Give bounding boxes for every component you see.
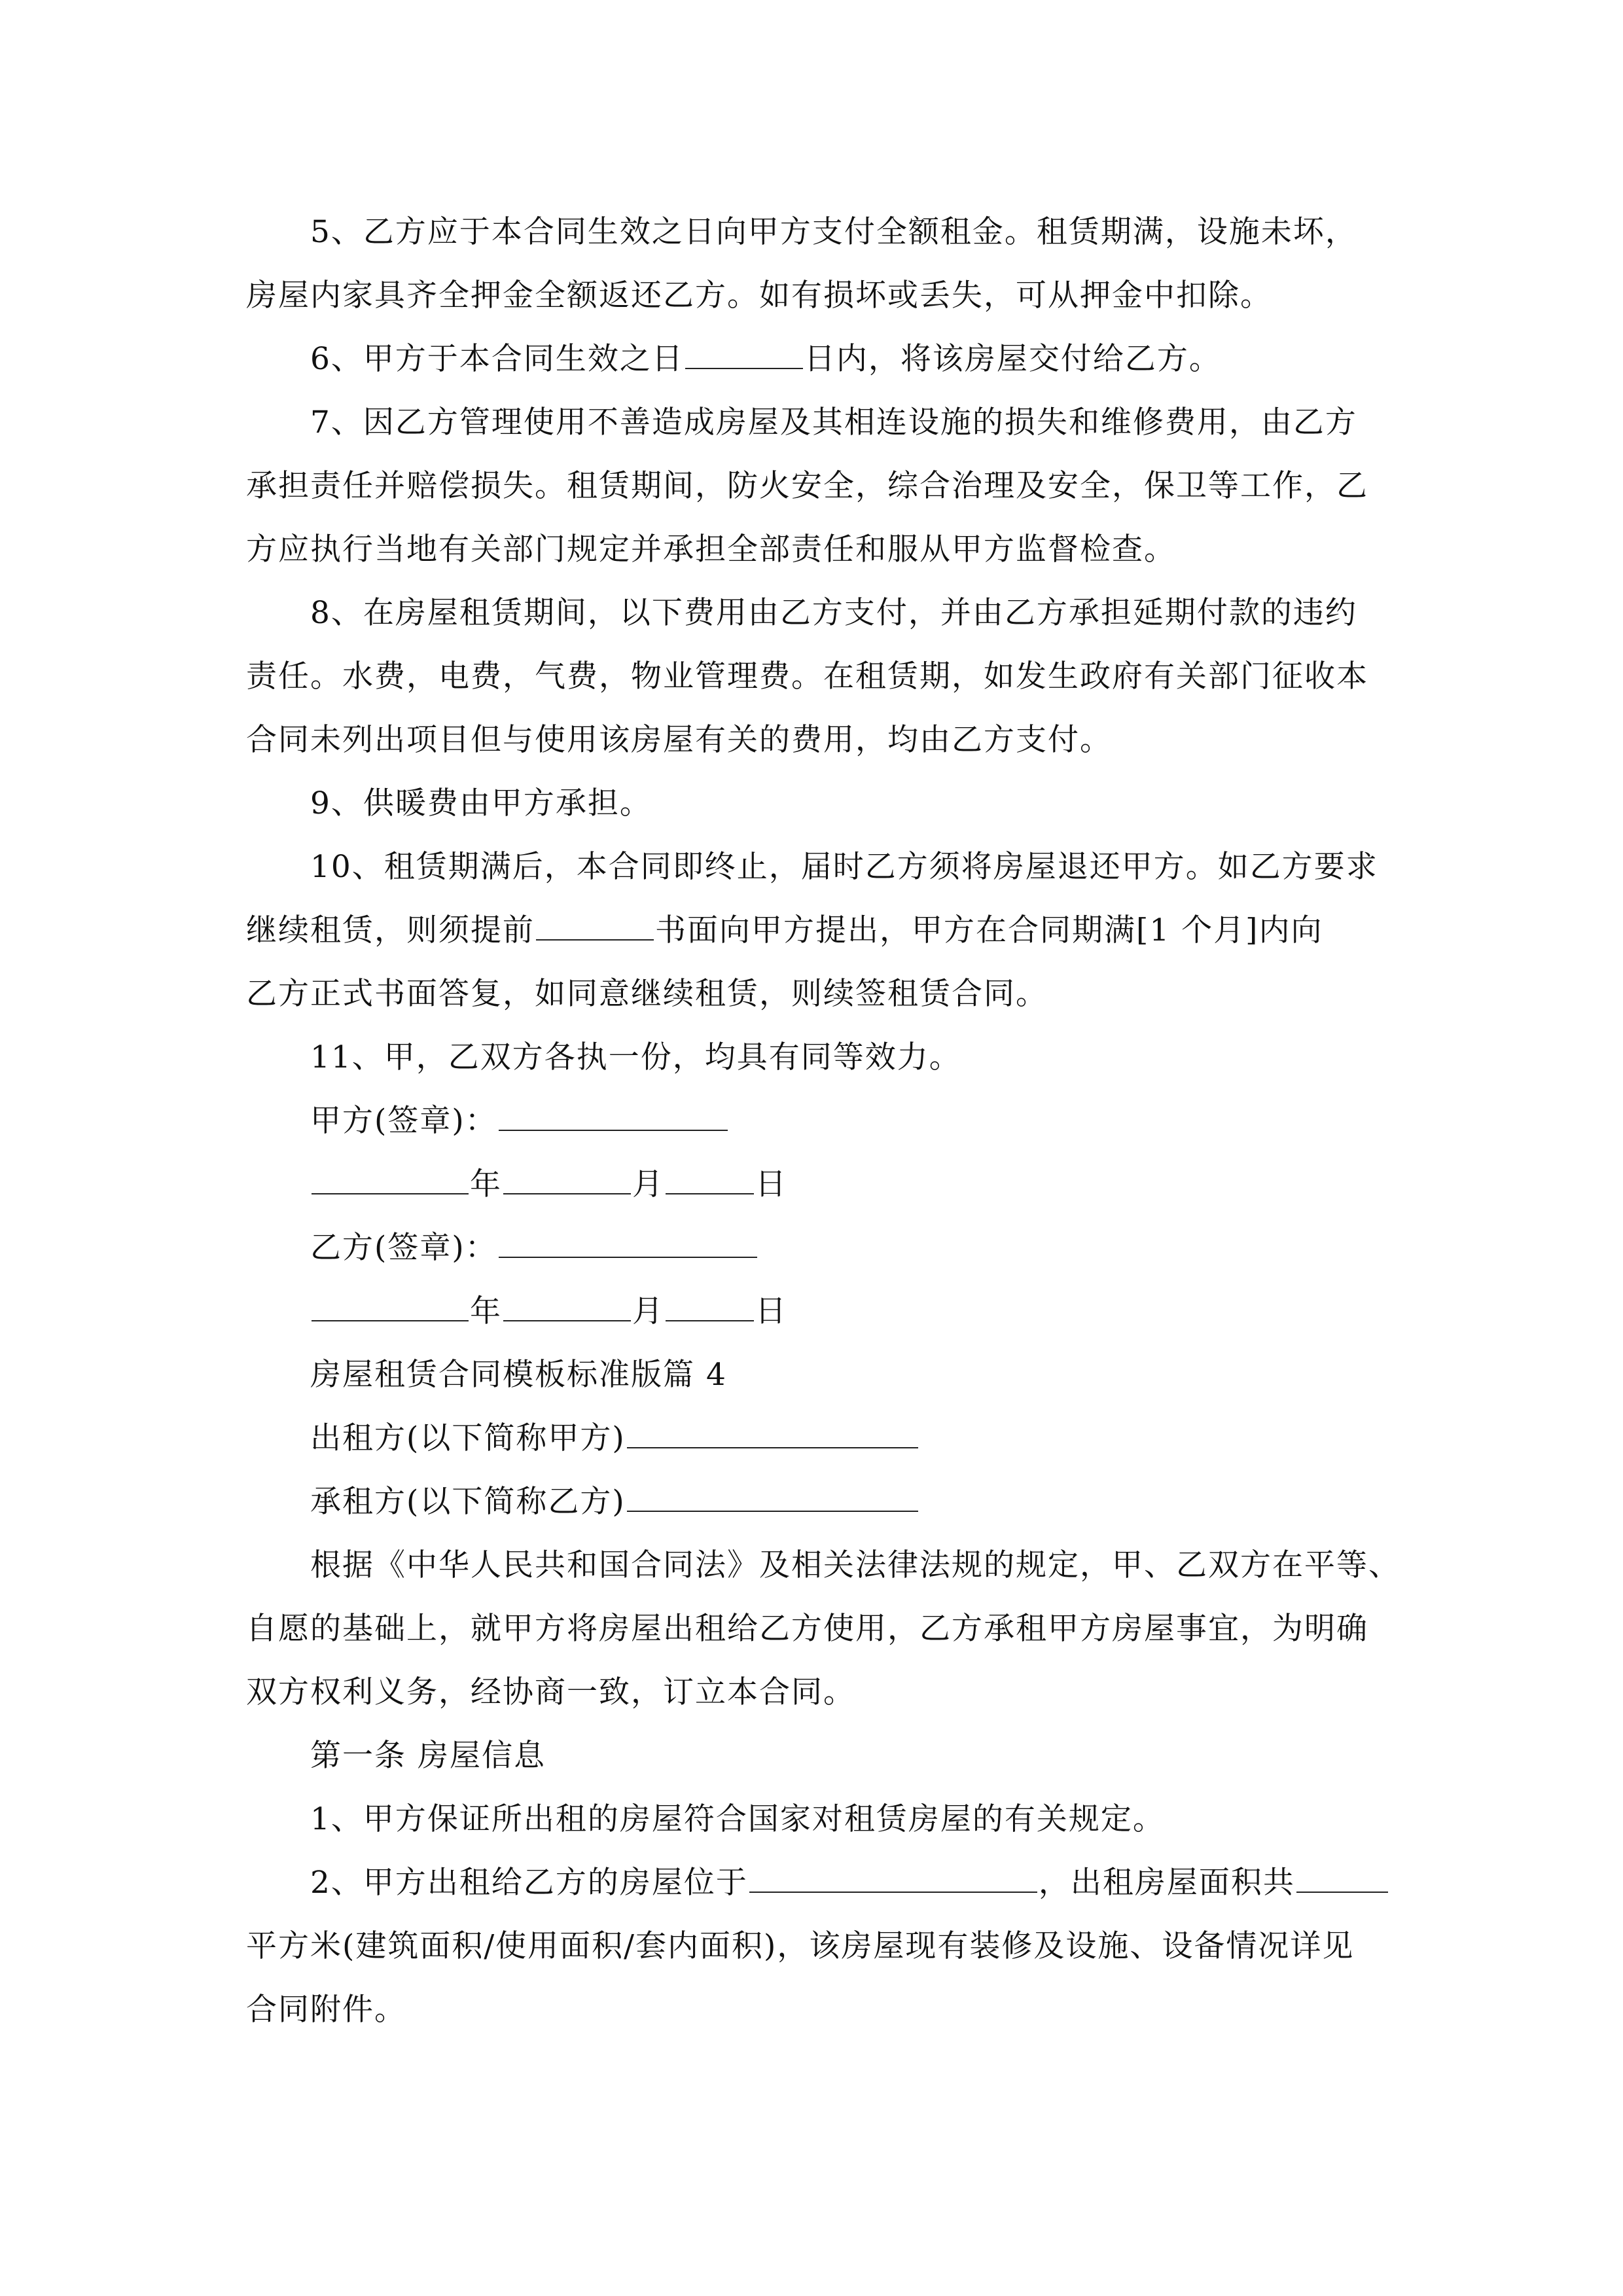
day-blank: [666, 1167, 754, 1194]
notice-period-blank: [536, 913, 654, 941]
lessee-label: 承租方(以下简称乙方): [310, 1484, 626, 1520]
clause-6-text-b: 日内，将该房屋交付给乙方。: [804, 341, 1221, 377]
party-b-label: 乙方(签章)：: [310, 1230, 497, 1266]
lessor-blank: [627, 1421, 918, 1448]
clause-8-line-3: 合同未列出项目但与使用该房屋有关的费用，均由乙方支付。: [246, 722, 1112, 758]
days-blank: [685, 342, 803, 369]
clause-5-line-1: 5、乙方应于本合同生效之日向甲方支付全额租金。租赁期满，设施未坏，: [310, 214, 1357, 250]
location-blank: [749, 1865, 1037, 1893]
clause-7-line-2: 承担责任并赔偿损失。租赁期间，防火安全，综合治理及安全，保卫等工作，乙: [246, 468, 1368, 504]
year-label: 年: [470, 1166, 502, 1202]
article-1-item-1: 1、甲方保证所出租的房屋符合国家对租赁房屋的有关规定。: [310, 1801, 1165, 1837]
article-1-item-2-line-1: [246, 1851, 1378, 1914]
clause-10-text-b: 书面向甲方提出，甲方在合同期满[1 个月]内向: [655, 912, 1323, 948]
month-label: 月: [632, 1166, 664, 1202]
document-body: [246, 200, 1400, 2041]
article-1-item-2-text-a: 2、甲方出租给乙方的房屋位于: [310, 1865, 748, 1901]
clause-6-text-a: 6、甲方于本合同生效之日: [310, 341, 684, 377]
party-a-label: 甲方(签章)：: [310, 1103, 497, 1139]
party-a-signature: [246, 1089, 1378, 1153]
party-a-signature-blank: [499, 1103, 728, 1131]
year-blank: [312, 1167, 469, 1194]
clause-10-line-2: [246, 899, 1378, 962]
month-blank: [503, 1167, 631, 1194]
clause-10-line-3: 乙方正式书面答复，如同意继续租赁，则续签租赁合同。: [246, 976, 1048, 1012]
lessor-label: 出租方(以下简称甲方): [310, 1420, 626, 1456]
party-b-signature-blank: [499, 1230, 757, 1258]
clause-5-line-2: 房屋内家具齐全押金全额返还乙方。如有损坏或丢失，可从押金中扣除。: [246, 278, 1272, 314]
clause-10-line-1: 10、租赁期满后，本合同即终止，届时乙方须将房屋退还甲方。如乙方要求: [310, 849, 1378, 885]
month-label: 月: [632, 1293, 664, 1329]
clause-10-text-a: 继续租赁，则须提前: [246, 912, 535, 948]
article-1-item-2-text-b: ，出租房屋面积共: [1038, 1865, 1295, 1901]
article-1-title: 第一条 房屋信息: [310, 1738, 546, 1774]
intro-line-3: 双方权利义务，经协商一致，订立本合同。: [246, 1674, 855, 1710]
lessor-line: [246, 1407, 1378, 1470]
article-1-item-2-line-2: 平方米(建筑面积/使用面积/套内面积)，该房屋现有装修及设施、设备情况详见: [246, 1928, 1355, 1964]
clause-7-line-1: 7、因乙方管理使用不善造成房屋及其相连设施的损失和维修费用，由乙方: [310, 404, 1357, 440]
year-blank: [312, 1294, 469, 1321]
day-blank: [666, 1294, 754, 1321]
lessee-blank: [627, 1484, 918, 1512]
party-b-signature: [246, 1216, 1378, 1280]
clause-8-line-2: 责任。水费，电费，气费，物业管理费。在租赁期，如发生政府有关部门征收本: [246, 658, 1368, 694]
clause-9: 9、供暖费由甲方承担。: [310, 785, 652, 821]
month-blank: [503, 1294, 631, 1321]
clause-7-line-3: 方应执行当地有关部门规定并承担全部责任和服从甲方监督检查。: [246, 531, 1176, 567]
area-blank: [1296, 1865, 1388, 1893]
day-label: 日: [755, 1166, 787, 1202]
clause-11: 11、甲，乙双方各执一份，均具有同等效力。: [310, 1039, 961, 1075]
party-b-date: [246, 1280, 1378, 1343]
year-label: 年: [470, 1293, 502, 1329]
section-4-heading: 房屋租赁合同模板标准版篇 4: [310, 1357, 727, 1393]
intro-line-2: 自愿的基础上，就甲方将房屋出租给乙方使用，乙方承租甲方房屋事宜，为明确: [246, 1611, 1368, 1647]
day-label: 日: [755, 1293, 787, 1329]
party-a-date: [246, 1153, 1378, 1216]
lessee-line: [246, 1470, 1378, 1534]
clause-8-line-1: 8、在房屋租赁期间，以下费用由乙方支付，并由乙方承担延期付款的违约: [310, 595, 1357, 631]
intro-line-1: 根据《中华人民共和国合同法》及相关法律法规的规定，甲、乙双方在平等、: [310, 1547, 1400, 1583]
article-1-item-2-line-3: 合同附件。: [246, 1992, 406, 2028]
clause-6: [246, 327, 1378, 391]
